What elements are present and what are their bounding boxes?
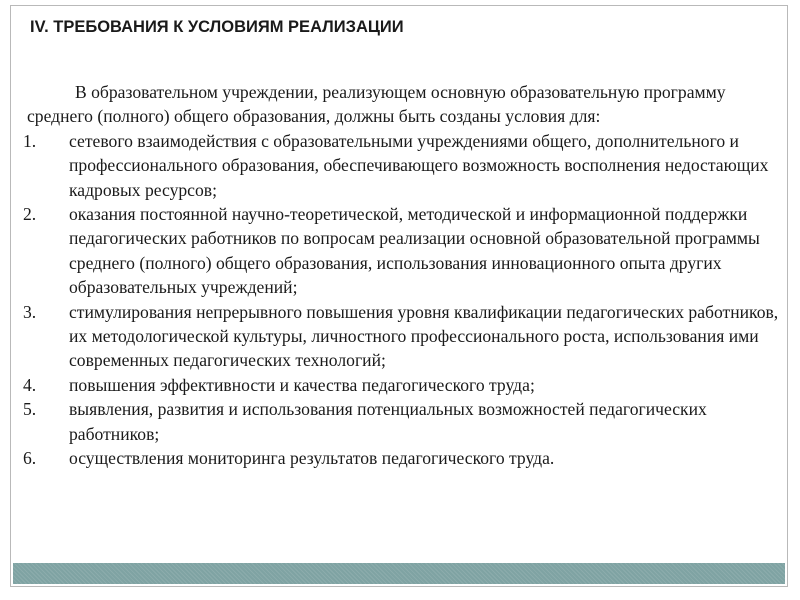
footer-bar	[13, 563, 785, 584]
list-item	[21, 373, 781, 397]
list-item-text: выявления, развития и использования потенциальных возможностей педагогических работников;	[69, 399, 707, 444]
list-item-number: 5.	[23, 399, 37, 420]
list-item-number: 4.	[23, 374, 37, 395]
list-item	[21, 397, 781, 446]
slide-title: IV. ТРЕБОВАНИЯ К УСЛОВИЯМ РЕАЛИЗАЦИИ	[30, 18, 404, 36]
list-item-number: 1.	[23, 130, 37, 151]
list-item-number: 2.	[23, 204, 37, 225]
slide-content	[21, 80, 781, 471]
list-item-number: 3.	[23, 301, 37, 322]
list-item	[21, 129, 781, 202]
list-item-text: стимулирования непрерывного повышения уровня квалификации педагогических работников, их методологической культуры, личностного профессионального роста, использования ими современных педагогических технологий;	[69, 301, 779, 371]
list-item-text: повышения эффективности и качества педагогического труда;	[69, 374, 535, 395]
list-item-text: оказания постоянной научно-теоретической, методической и информационной поддержки педагогических работников по вопросам реализации основной образовательной программы среднего (полного) общего образования, использования инновационного опыта других образовательных учреждений;	[69, 204, 760, 298]
list-item-text: осуществления мониторинга результатов педагогического труда.	[69, 448, 555, 469]
list-item	[21, 446, 781, 470]
list-item-number: 6.	[23, 448, 37, 469]
list-item	[21, 202, 781, 300]
list-item-text: сетевого взаимодействия с образовательными учреждениями общего, дополнительного и профессионального образования, обеспечивающего возможность восполнения недостающих кадровых ресурсов;	[69, 130, 769, 200]
list-item	[21, 300, 781, 373]
intro-paragraph: В образовательном учреждении, реализующем основную образовательную программу среднего (полного) общего образования, должны быть созданы условия для:	[27, 82, 726, 127]
requirements-list	[21, 129, 781, 471]
